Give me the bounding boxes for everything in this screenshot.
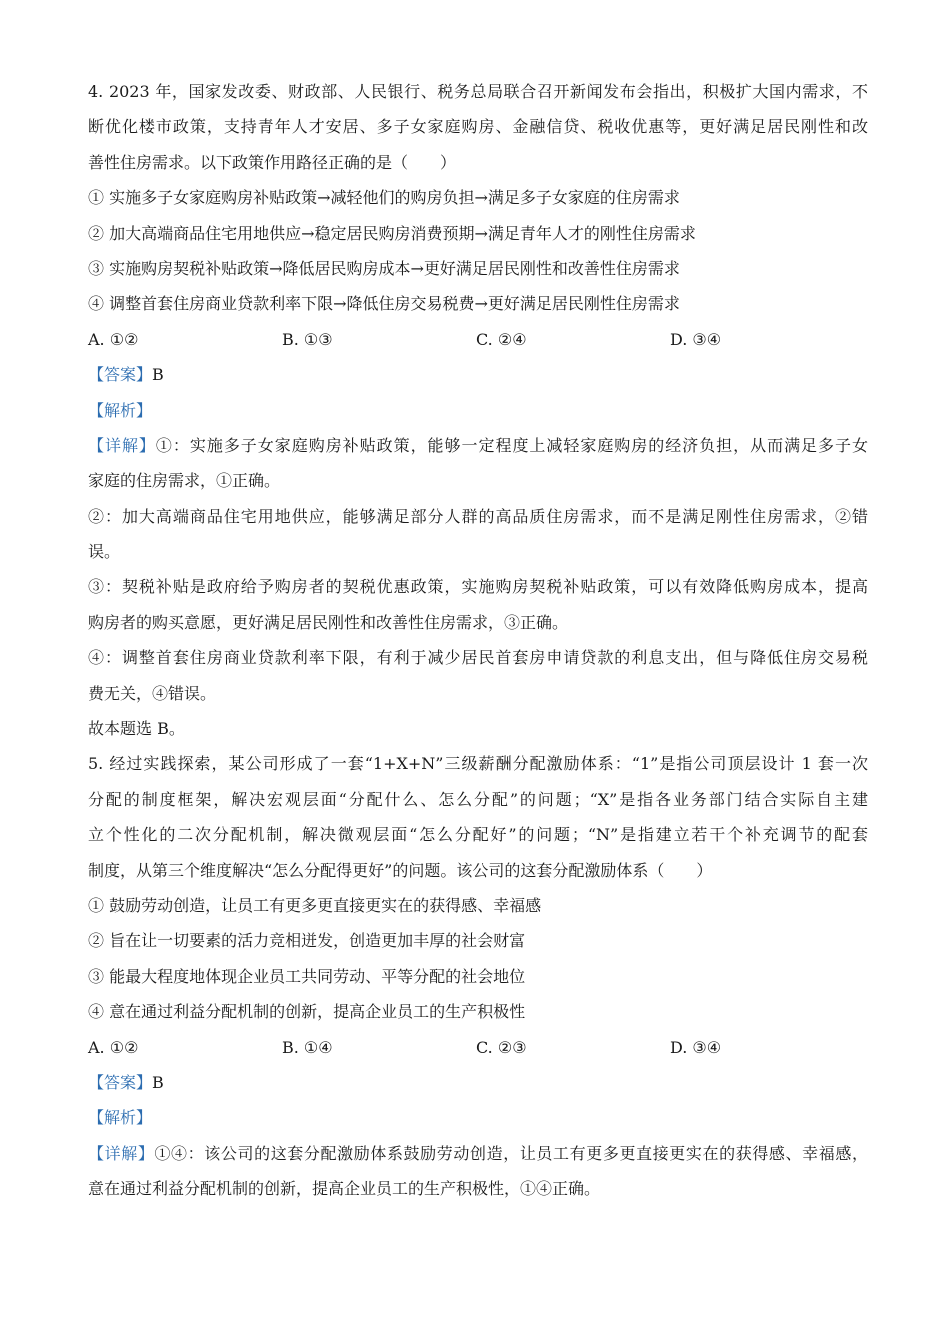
option-d: D. ③④ [670,1037,722,1057]
explanation-line [88,428,868,463]
answer-value: B [152,365,164,385]
document-page [88,74,868,1207]
question-stem-line: 4. 2023 年，国家发改委、财政部、人民银行、税务总局联合召开新闻发布会指出，积极扩大国内需求，不 [88,82,868,101]
question-stem-line: 立个性化的二次分配机制，解决微观层面“怎么分配好”的问题；“N”是指建立若干个补充调节的配套 [88,825,868,845]
question-4 [88,74,868,746]
analysis-tag: 【解析】 [88,400,153,420]
statement-2: ② 旨在让一切要素的活力竞相迸发，创造更加丰厚的社会财富 [88,931,526,951]
answer-options [88,322,868,357]
answer-tag: 【答案】 [88,1072,153,1092]
answer-tag: 【答案】 [88,365,153,385]
question-stem-line: 分配的制度框架，解决宏观层面“分配什么、怎么分配”的问题；“X”是指各业务部门结合实际自主建 [88,789,868,809]
statement-3: ③ 能最大程度地体现企业员工共同劳动、平等分配的社会地位 [88,966,526,986]
statement-2: ② 加大高端商品住宅用地供应→稳定居民购房消费预期→满足青年人才的刚性住房需求 [88,223,696,243]
question-stem-line: 断优化楼市政策，支持青年人才安居、多子女家庭购房、金融信贷、税收优惠等，更好满足居民刚性和改 [88,117,868,137]
option-c: C. ②④ [476,329,527,349]
question-5 [88,746,868,1206]
explanation-text: ①：实施多子女家庭购房补贴政策，能够一定程度上减轻家庭购房的经济负担，从而满足多子女 [155,435,868,455]
answer-options [88,1030,868,1065]
explanation-line [88,1136,868,1171]
explanation-text: ①④：该公司的这套分配激励体系鼓励劳动创造，让员工有更多更直接更实在的获得感、幸福感， [154,1143,868,1163]
statement-1: ① 实施多子女家庭购房补贴政策→减轻他们的购房负担→满足多子女家庭的住房需求 [88,188,680,208]
answer-line [88,357,868,392]
explanation-line: ②：加大高端商品住宅用地供应，能够满足部分人群的高品质住房需求，而不是满足刚性住房需求，②错 [88,506,868,526]
explanation-line: ③：契税补贴是政府给予购房者的契税优惠政策，实施购房契税补贴政策，可以有效降低购房成本，提高 [88,577,868,597]
question-stem-line: 制度，从第三个维度解决“怎么分配得更好”的问题。该公司的这套分配激励体系（ ） [88,860,713,880]
question-stem-line: 5. 经过实践探索，某公司形成了一套“1+X+N”三级薪酬分配激励体系：“1”是指公司顶层设计 1 套一次 [88,754,868,774]
answer-value: B [152,1072,164,1092]
explanation-line: 家庭的住房需求，①正确。 [88,471,281,491]
option-c: C. ②③ [476,1037,527,1057]
explanation-line: 意在通过利益分配机制的创新，提高企业员工的生产积极性，①④正确。 [88,1179,601,1199]
explanation-line: ④：调整首套住房商业贷款利率下限，有利于减少居民首套房申请贷款的利息支出，但与降低住房交易税 [88,648,868,668]
option-b: B. ①③ [282,329,333,349]
statement-4: ④ 意在通过利益分配机制的创新，提高企业员工的生产积极性 [88,1002,526,1022]
option-a: A. ①② [88,329,139,349]
option-b: B. ①④ [282,1037,333,1057]
detail-tag: 【详解】 [88,1143,155,1163]
explanation-line: 误。 [88,542,121,562]
analysis-tag: 【解析】 [88,1108,153,1128]
statement-3: ③ 实施购房契税补贴政策→降低居民购房成本→更好满足居民刚性和改善性住房需求 [88,258,680,278]
option-d: D. ③④ [670,329,722,349]
explanation-line: 购房者的购买意愿，更好满足居民刚性和改善性住房需求，③正确。 [88,612,569,632]
answer-line [88,1065,868,1100]
analysis-line [88,393,868,428]
option-a: A. ①② [88,1037,139,1057]
analysis-line [88,1100,868,1135]
conclusion-line: 故本题选 B。 [88,719,185,739]
statement-1: ① 鼓励劳动创造，让员工有更多更直接更实在的获得感、幸福感 [88,895,542,915]
statement-4: ④ 调整首套住房商业贷款利率下限→降低住房交易税费→更好满足居民刚性住房需求 [88,294,680,314]
detail-tag: 【详解】 [88,435,156,455]
question-stem-line: 善性住房需求。以下政策作用路径正确的是（ ） [88,152,457,172]
explanation-line: 费无关，④错误。 [88,683,217,703]
